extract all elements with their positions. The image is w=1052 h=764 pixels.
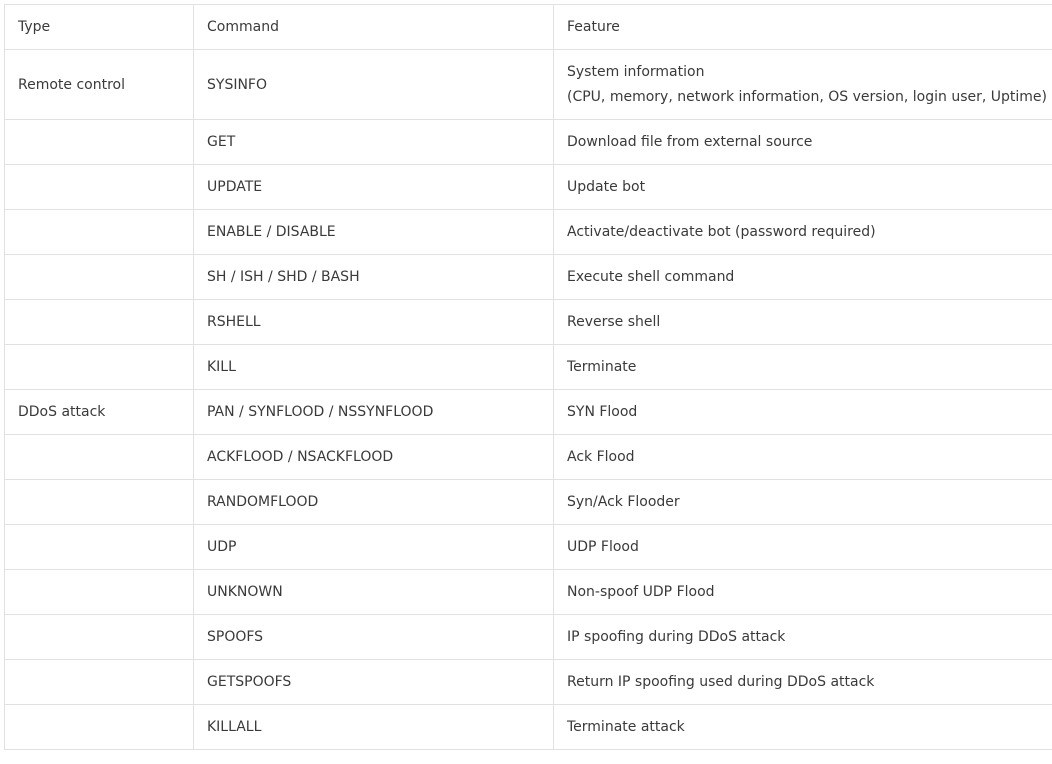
command-table [4,4,1052,750]
table-row [5,570,1052,615]
command-cell: SYSINFO [194,50,554,120]
command-cell: PAN / SYNFLOOD / NSSYNFLOOD [194,390,554,435]
header-type: Type [5,5,194,50]
table-row [5,50,1052,120]
type-cell [5,705,194,750]
table-row [5,390,1052,435]
type-cell: Remote control [5,50,194,120]
feature-cell: UDP Flood [554,525,1052,570]
command-cell: GET [194,120,554,165]
command-cell: UDP [194,525,554,570]
feature-cell [554,50,1052,120]
table-row [5,615,1052,660]
feature-cell: Reverse shell [554,300,1052,345]
header-feature: Feature [554,5,1052,50]
feature-cell: Syn/Ack Flooder [554,480,1052,525]
command-cell: KILL [194,345,554,390]
feature-cell: Download file from external source [554,120,1052,165]
table-header-row [5,5,1052,50]
feature-cell: Execute shell command [554,255,1052,300]
type-cell [5,615,194,660]
feature-cell: Update bot [554,165,1052,210]
command-cell: ENABLE / DISABLE [194,210,554,255]
type-cell [5,255,194,300]
feature-cell: SYN Flood [554,390,1052,435]
type-cell [5,210,194,255]
type-cell [5,300,194,345]
feature-cell: IP spoofing during DDoS attack [554,615,1052,660]
table-row [5,705,1052,750]
type-cell [5,480,194,525]
type-cell [5,660,194,705]
type-cell [5,165,194,210]
feature-cell: Return IP spoofing used during DDoS attack [554,660,1052,705]
command-cell: UPDATE [194,165,554,210]
type-cell [5,120,194,165]
command-cell: SH / ISH / SHD / BASH [194,255,554,300]
feature-cell: Terminate attack [554,705,1052,750]
feature-line: (CPU, memory, network information, OS version, login user, Uptime) [567,88,1047,105]
command-cell: RANDOMFLOOD [194,480,554,525]
table-row [5,120,1052,165]
type-cell: DDoS attack [5,390,194,435]
header-command: Command [194,5,554,50]
table-row [5,660,1052,705]
command-cell: SPOOFS [194,615,554,660]
command-cell: KILLALL [194,705,554,750]
table-row [5,525,1052,570]
command-cell: GETSPOOFS [194,660,554,705]
command-cell: ACKFLOOD / NSACKFLOOD [194,435,554,480]
type-cell [5,570,194,615]
table-row [5,300,1052,345]
feature-line: System information [567,63,705,80]
feature-cell: Activate/deactivate bot (password required) [554,210,1052,255]
type-cell [5,345,194,390]
feature-cell: Terminate [554,345,1052,390]
feature-cell: Non-spoof UDP Flood [554,570,1052,615]
table-row [5,435,1052,480]
type-cell [5,435,194,480]
command-cell: UNKNOWN [194,570,554,615]
table-row [5,255,1052,300]
table-row [5,345,1052,390]
table-row [5,210,1052,255]
feature-cell: Ack Flood [554,435,1052,480]
type-cell [5,525,194,570]
table-row [5,480,1052,525]
command-table-container [4,4,1052,750]
table-row [5,165,1052,210]
command-cell: RSHELL [194,300,554,345]
